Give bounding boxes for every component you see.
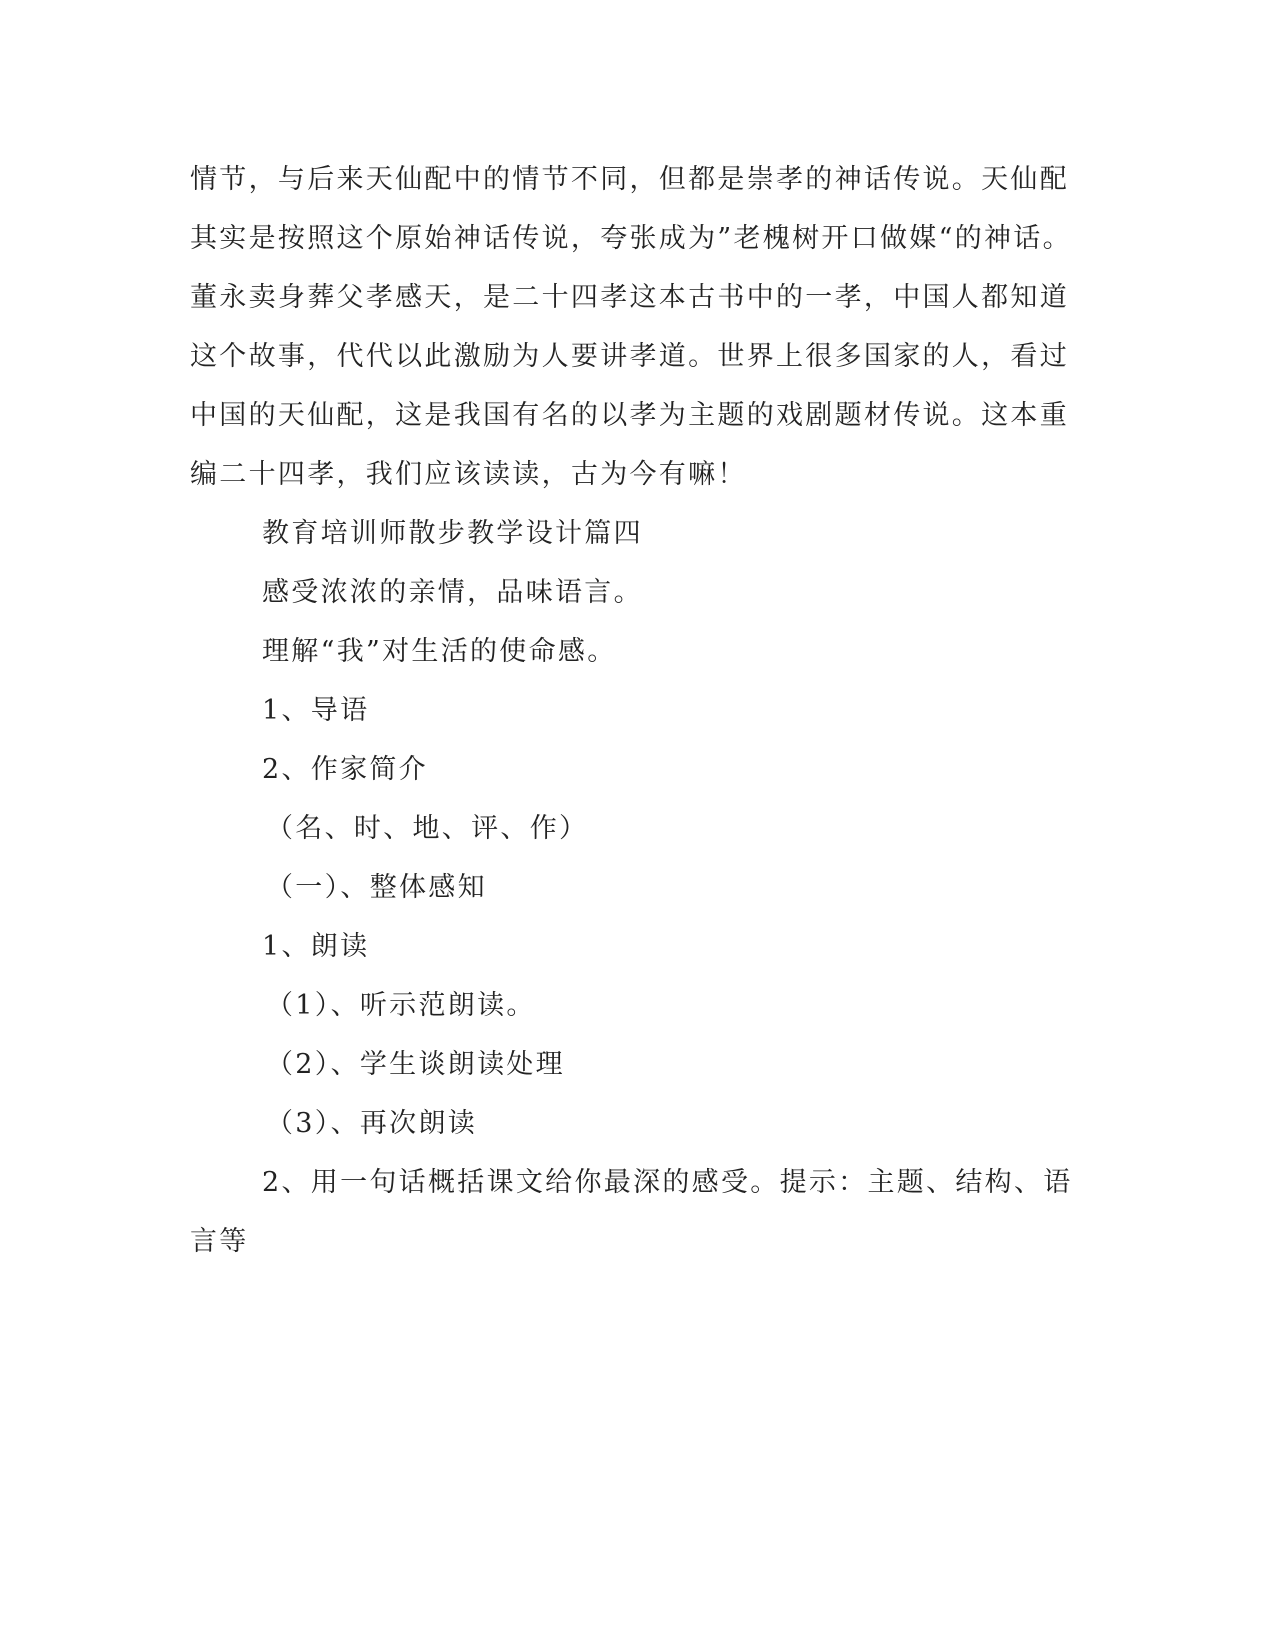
paragraph-line-2: 其实是按照这个原始神话传说，夸张成为”老槐树开口做媒“的神话。 [190, 223, 1072, 254]
step-intro: 1、导语 [262, 695, 370, 726]
step-author: 2、作家简介 [262, 754, 428, 785]
goal-line-2: 理解“我”对生活的使命感。 [262, 636, 617, 667]
paragraph-line-5: 中国的天仙配，这是我国有名的以孝为主题的戏剧题材传说。这本重 [190, 400, 1069, 431]
goal-line-1: 感受浓浓的亲情，品味语言。 [262, 577, 643, 608]
paragraph-line-4: 这个故事，代代以此激励为人要讲孝道。世界上很多国家的人，看过 [190, 341, 1069, 372]
reading-substep-1: （1）、听示范朗读。 [266, 990, 536, 1021]
author-note: （名、时、地、评、作） [266, 813, 589, 844]
reading-step: 1、朗读 [262, 931, 370, 962]
part-heading: （一）、整体感知 [266, 872, 487, 903]
summary-line-1: 2、用一句话概括课文给你最深的感受。提示：主题、结构、语 [262, 1167, 1073, 1198]
paragraph-line-1: 情节，与后来天仙配中的情节不同，但都是崇孝的神话传说。天仙配 [190, 164, 1069, 195]
paragraph-line-3: 董永卖身葬父孝感天，是二十四孝这本古书中的一孝，中国人都知道 [190, 282, 1069, 313]
summary-line-2: 言等 [190, 1226, 249, 1257]
section-title: 教育培训师散步教学设计篇四 [262, 518, 643, 549]
paragraph-line-6: 编二十四孝，我们应该读读，古为今有嘛！ [190, 459, 747, 490]
reading-substep-2: （2）、学生谈朗读处理 [266, 1049, 565, 1080]
reading-substep-3: （3）、再次朗读 [266, 1108, 478, 1139]
